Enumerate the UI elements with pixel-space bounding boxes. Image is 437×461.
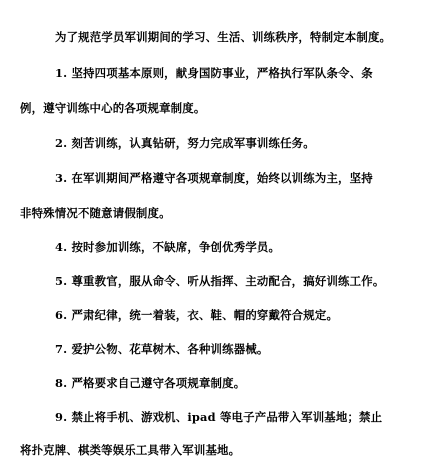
rule-1-line-2: 例，遵守训练中心的各项规章制度。 xyxy=(20,101,206,115)
rule-6-line: 6. 严肃纪律，统一着装，衣、鞋、帽的穿戴符合规定。 xyxy=(55,308,339,322)
rule-8-line: 8. 严格要求自己遵守各项规章制度。 xyxy=(55,376,246,390)
rule-9-line-2: 将扑克牌、棋类等娱乐工具带入军训基地。 xyxy=(20,443,241,457)
rule-2-line: 2. 刻苦训练，认真钻研，努力完成军事训练任务。 xyxy=(55,136,315,150)
rule-1-line-1: 1. 坚持四项基本原则，献身国防事业，严格执行军队条令、条 xyxy=(55,66,373,80)
intro-line: 为了规范学员军训期间的学习、生活、训练秩序，特制定本制度。 xyxy=(55,30,392,44)
rule-7-line: 7. 爱护公物、花草树木、各种训练器械。 xyxy=(55,342,269,356)
rule-3-line-1: 3. 在军训期间严格遵守各项规章制度，始终以训练为主，坚持 xyxy=(55,171,373,185)
rule-3-line-2: 非特殊情况不随意请假制度。 xyxy=(20,206,171,220)
rule-5-line: 5. 尊重教官，服从命令、听从指挥、主动配合，搞好训练工作。 xyxy=(55,274,385,288)
rule-4-line: 4. 按时参加训练，不缺席，争创优秀学员。 xyxy=(55,240,281,254)
rule-9-line-1: 9. 禁止将手机、游戏机、ipad 等电子产品带入军训基地；禁止 xyxy=(55,410,383,424)
